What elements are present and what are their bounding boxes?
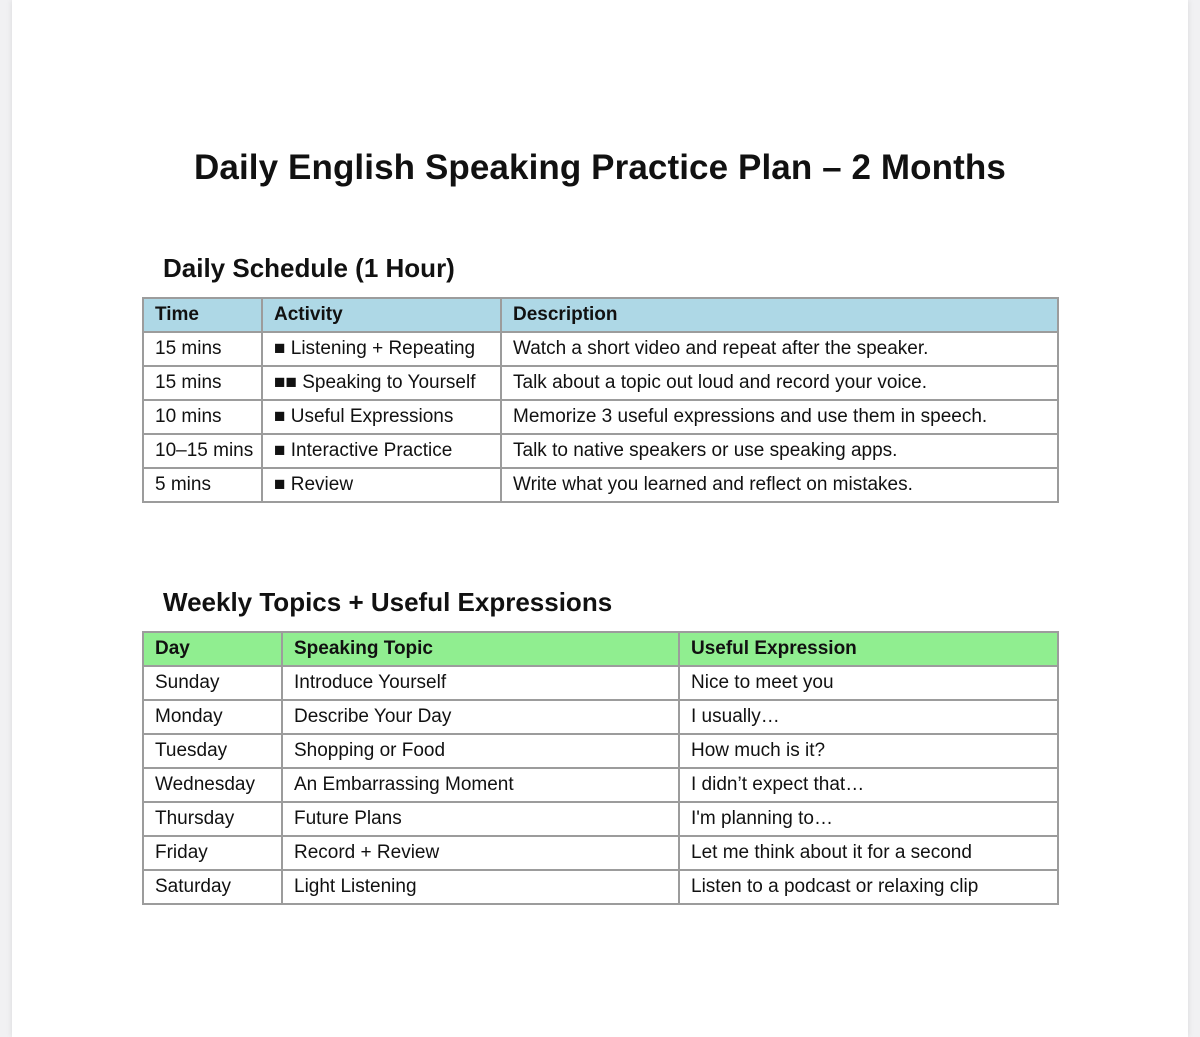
topic-cell: Describe Your Day — [282, 700, 679, 734]
activity-cell: ■ Review — [262, 468, 501, 502]
activity-cell: ■ Listening + Repeating — [262, 332, 501, 366]
time-cell: 15 mins — [143, 332, 262, 366]
time-cell: 15 mins — [143, 366, 262, 400]
activity-cell: ■ Useful Expressions — [262, 400, 501, 434]
document-page — [12, 0, 1188, 1037]
weekly-topics-heading: Weekly Topics + Useful Expressions — [163, 587, 613, 617]
topic-cell: Shopping or Food — [282, 734, 679, 768]
table-row — [143, 400, 1058, 434]
column-header-time: Time — [143, 298, 262, 332]
topic-cell: Record + Review — [282, 836, 679, 870]
table-row — [143, 666, 1058, 700]
table-row — [143, 434, 1058, 468]
day-cell: Tuesday — [143, 734, 282, 768]
daily-schedule-heading: Daily Schedule (1 Hour) — [163, 253, 455, 283]
table-row — [143, 768, 1058, 802]
column-header-activity: Activity — [262, 298, 501, 332]
day-cell: Saturday — [143, 870, 282, 904]
description-cell: Write what you learned and reflect on mistakes. — [501, 468, 1058, 502]
expression-cell: Listen to a podcast or relaxing clip — [679, 870, 1058, 904]
table-header-row — [143, 632, 1058, 666]
expression-cell: I usually… — [679, 700, 1058, 734]
table-row — [143, 332, 1058, 366]
daily-schedule-table — [142, 297, 1059, 503]
expression-cell: How much is it? — [679, 734, 1058, 768]
table-row — [143, 870, 1058, 904]
table-row — [143, 468, 1058, 502]
weekly-topics-table — [142, 631, 1059, 905]
day-cell: Monday — [143, 700, 282, 734]
topic-cell: An Embarrassing Moment — [282, 768, 679, 802]
topic-cell: Introduce Yourself — [282, 666, 679, 700]
table-row — [143, 366, 1058, 400]
column-header-useful-expression: Useful Expression — [679, 632, 1058, 666]
day-cell: Friday — [143, 836, 282, 870]
expression-cell: I'm planning to… — [679, 802, 1058, 836]
expression-cell: Let me think about it for a second — [679, 836, 1058, 870]
column-header-description: Description — [501, 298, 1058, 332]
table-header-row — [143, 298, 1058, 332]
column-header-day: Day — [143, 632, 282, 666]
page-title: Daily English Speaking Practice Plan – 2 Months — [194, 148, 1006, 187]
topic-cell: Light Listening — [282, 870, 679, 904]
activity-cell: ■■ Speaking to Yourself — [262, 366, 501, 400]
time-cell: 10–15 mins — [143, 434, 262, 468]
description-cell: Talk to native speakers or use speaking apps. — [501, 434, 1058, 468]
table-row — [143, 836, 1058, 870]
table-row — [143, 802, 1058, 836]
time-cell: 5 mins — [143, 468, 262, 502]
day-cell: Sunday — [143, 666, 282, 700]
description-cell: Watch a short video and repeat after the speaker. — [501, 332, 1058, 366]
day-cell: Wednesday — [143, 768, 282, 802]
description-cell: Memorize 3 useful expressions and use them in speech. — [501, 400, 1058, 434]
expression-cell: Nice to meet you — [679, 666, 1058, 700]
topic-cell: Future Plans — [282, 802, 679, 836]
expression-cell: I didn’t expect that… — [679, 768, 1058, 802]
description-cell: Talk about a topic out loud and record your voice. — [501, 366, 1058, 400]
column-header-speaking-topic: Speaking Topic — [282, 632, 679, 666]
activity-cell: ■ Interactive Practice — [262, 434, 501, 468]
table-row — [143, 700, 1058, 734]
time-cell: 10 mins — [143, 400, 262, 434]
table-row — [143, 734, 1058, 768]
day-cell: Thursday — [143, 802, 282, 836]
